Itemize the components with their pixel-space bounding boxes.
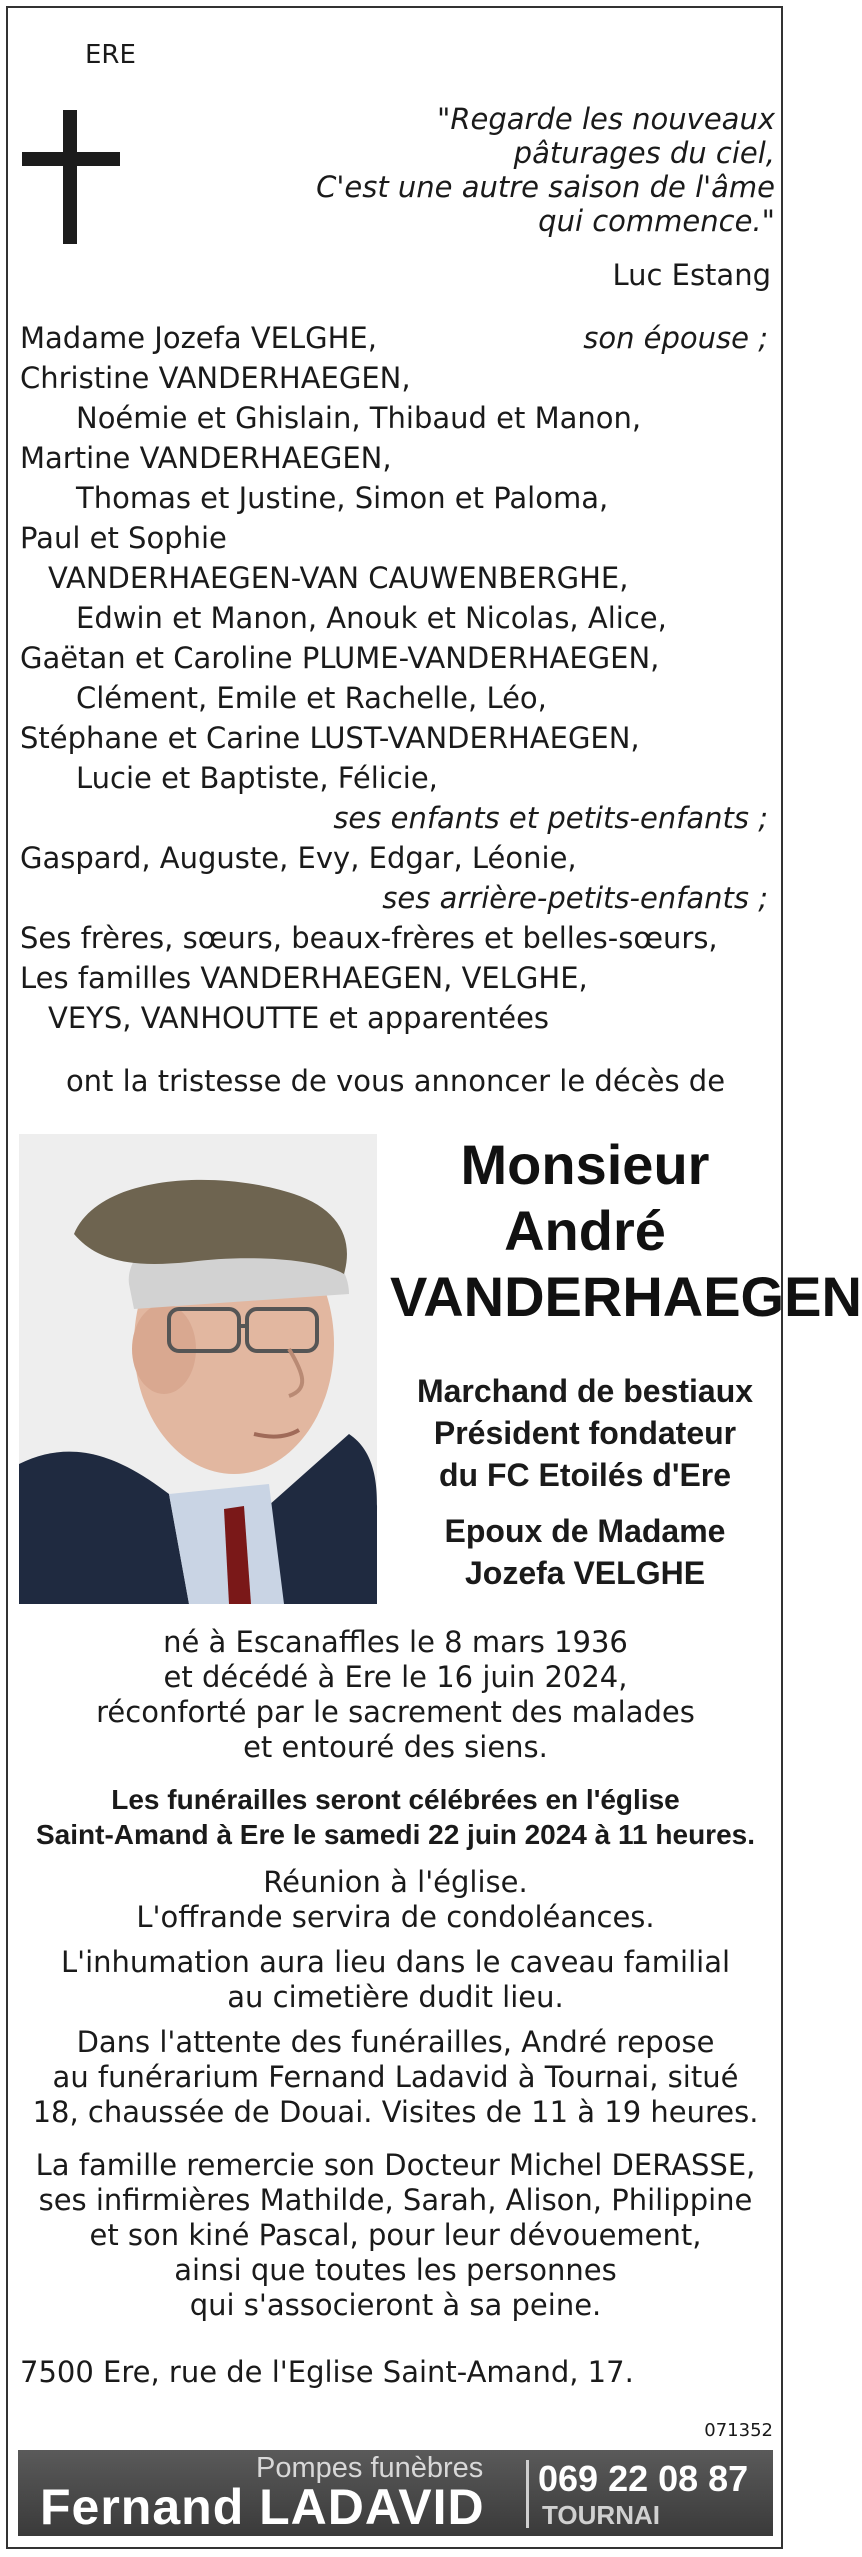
meeting-info <box>0 1865 791 1935</box>
quote-line: C'est une autre saison de l'âme <box>316 170 775 204</box>
family-line: Clément, Emile et Rachelle, Léo, <box>76 681 547 715</box>
quote <box>316 102 775 238</box>
wife-role: son épouse ; <box>583 321 768 355</box>
portrait-illustration <box>19 1134 377 1604</box>
thanks-line: qui s'associeront à sa peine. <box>189 2288 602 2322</box>
detail-line: et entouré des siens. <box>243 1730 548 1764</box>
family-line: Paul et Sophie <box>20 521 227 555</box>
siblings: Ses frères, sœurs, beaux-frères et belles-sœurs, <box>20 921 718 955</box>
detail-line: né à Escanaffles le 8 mars 1936 <box>163 1625 628 1659</box>
funeral-home-banner <box>18 2450 773 2536</box>
family-line: Noémie et Ghislain, Thibaud et Manon, <box>76 401 642 435</box>
burial-line: L'inhumation aura lieu dans le caveau familial <box>60 1945 731 1979</box>
thanks-line: ses infirmières Mathilde, Sarah, Alison, Philippine <box>38 2183 753 2217</box>
detail-line: et décédé à Ere le 16 juin 2024, <box>163 1660 628 1694</box>
reference-number: 071352 <box>704 2420 773 2441</box>
meeting-line: L'offrande servira de condoléances. <box>136 1900 655 1934</box>
banner-brand: Fernand LADAVID <box>40 2479 485 2535</box>
role-line: Marchand de bestiaux <box>416 1373 754 1409</box>
quote-line: qui commence." <box>538 204 775 238</box>
wife-name: Madame Jozefa VELGHE, <box>20 321 377 355</box>
quote-author: Luc Estang <box>612 258 771 292</box>
rest-line: Dans l'attente des funérailles, André repose <box>76 2025 715 2059</box>
thanks-line: La famille remercie son Docteur Michel DERASSE, <box>35 2148 756 2182</box>
role-line: du FC Etoilés d'Ere <box>438 1457 732 1493</box>
banner-city: TOURNAI <box>542 2500 660 2530</box>
family-line: VANDERHAEGEN-VAN CAUWENBERGHE, <box>48 561 629 595</box>
family-line: Edwin et Manon, Anouk et Nicolas, Alice, <box>76 601 667 635</box>
families-line: Les familles VANDERHAEGEN, VELGHE, <box>20 961 588 995</box>
great-grandchildren: Gaspard, Auguste, Evy, Edgar, Léonie, <box>20 841 577 875</box>
birth-death-details <box>0 1625 791 1765</box>
family-list <box>20 318 780 1038</box>
quote-line: pâturages du ciel, <box>513 136 775 170</box>
funeral-line: Les funérailles seront célébrées en l'église <box>111 1784 680 1815</box>
family-line: Stéphane et Carine LUST-VANDERHAEGEN, <box>20 721 640 755</box>
family-line: Lucie et Baptiste, Félicie, <box>76 761 438 795</box>
detail-line: réconforté par le sacrement des malades <box>96 1695 695 1729</box>
family-line: Martine VANDERHAEGEN, <box>20 441 392 475</box>
banner-divider <box>526 2460 529 2528</box>
deceased-name <box>390 1132 862 1330</box>
portrait-photo <box>19 1134 377 1604</box>
thanks-line: ainsi que toutes les personnes <box>174 2253 617 2287</box>
family-wife <box>20 318 780 358</box>
role-line: Président fondateur <box>433 1415 737 1451</box>
address: 7500 Ere, rue de l'Eglise Saint-Amand, 17. <box>20 2355 634 2389</box>
funeral-line: Saint-Amand à Ere le samedi 22 juin 2024 à 11 heures. <box>35 1819 755 1850</box>
quote-line: "Regarde les nouveaux <box>437 102 775 136</box>
family-line: Christine VANDERHAEGEN, <box>20 361 411 395</box>
announcement: ont la tristesse de vous annoncer le décès de <box>65 1064 726 1098</box>
rest-info <box>0 2025 791 2130</box>
banner-phone: 069 22 08 87 <box>538 2458 749 2499</box>
children-role: ses enfants et petits-enfants ; <box>333 801 768 835</box>
rest-line: au funérarium Fernand Ladavid à Tournai, situé <box>52 2060 739 2094</box>
deceased-roles <box>390 1370 780 1594</box>
funeral-info <box>0 1782 791 1852</box>
burial-line: au cimetière dudit lieu. <box>227 1980 564 2014</box>
thanks-line: et son kiné Pascal, pour leur dévouement, <box>89 2218 702 2252</box>
family-line: Gaëtan et Caroline PLUME-VANDERHAEGEN, <box>20 641 660 675</box>
header-place: ERE <box>85 40 136 70</box>
meeting-line: Réunion à l'église. <box>263 1865 528 1899</box>
rest-line: 18, chaussée de Douai. Visites de 11 à 19 heures. <box>32 2095 759 2129</box>
banner-subtitle: Pompes funèbres <box>256 2452 484 2484</box>
deceased-title: Monsieur <box>460 1133 710 1196</box>
families-line: VEYS, VANHOUTTE et apparentées <box>48 1001 550 1035</box>
great-role: ses arrière-petits-enfants ; <box>382 881 768 915</box>
spouse-line: Jozefa VELGHE <box>464 1555 706 1591</box>
thanks-info <box>0 2148 791 2323</box>
burial-info <box>0 1945 791 2015</box>
deceased-first-name: André <box>504 1199 666 1262</box>
family-line: Thomas et Justine, Simon et Paloma, <box>76 481 609 515</box>
deceased-last-name: VANDERHAEGEN <box>390 1265 862 1328</box>
spouse-line: Epoux de Madame <box>444 1513 726 1549</box>
